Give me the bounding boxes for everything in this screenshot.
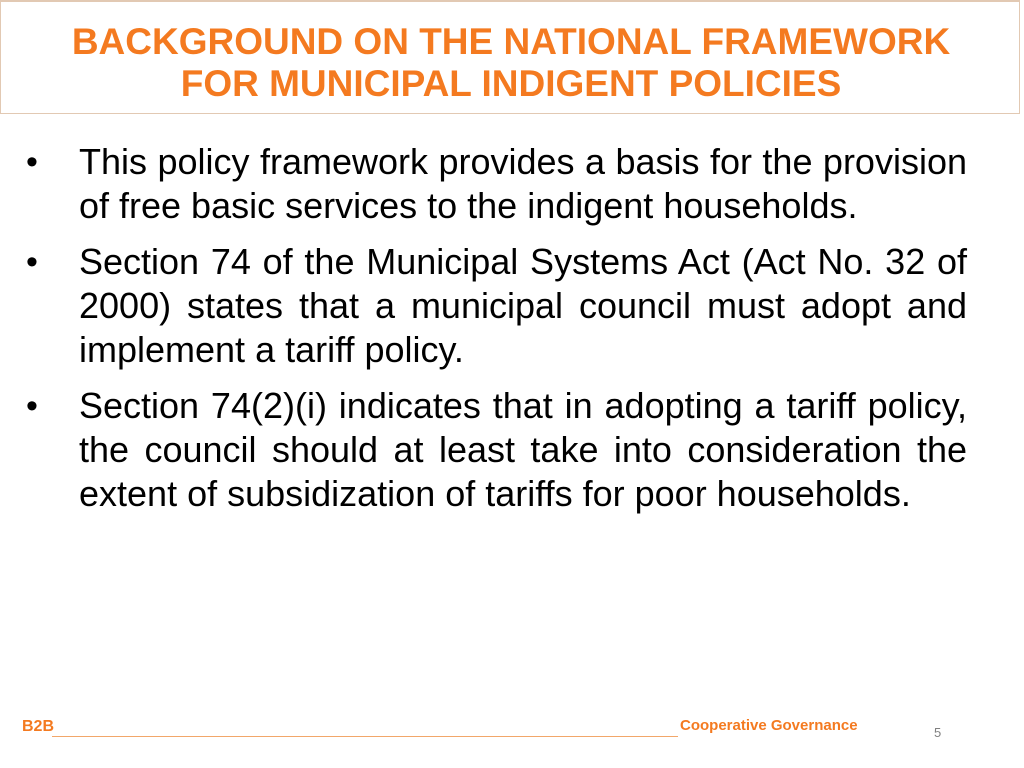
footer-brand: B2B bbox=[22, 718, 55, 735]
slide-title-line-2: FOR MUNICIPAL INDIGENT POLICIES bbox=[180, 63, 842, 104]
slide-title-line-1: BACKGROUND ON THE NATIONAL FRAMEWORK bbox=[71, 21, 951, 62]
bullet-item bbox=[0, 140, 967, 228]
bullet-item bbox=[0, 240, 967, 372]
bullet-icon: • bbox=[26, 387, 38, 425]
footer-divider bbox=[52, 736, 678, 737]
bullet-list bbox=[0, 140, 1024, 528]
footer-organization: Cooperative Governance bbox=[680, 717, 858, 734]
bullet-item bbox=[0, 384, 967, 516]
slide-footer bbox=[0, 700, 1024, 768]
bullet-text: Section 74(2)(i) indicates that in adopting a tariff policy, the council should at least take into consideration the extent of subsidization of tariffs for poor households. bbox=[79, 385, 967, 514]
bullet-text: Section 74 of the Municipal Systems Act (Act No. 32 of 2000) states that a municipal council must adopt and implement a tariff policy. bbox=[79, 241, 967, 370]
bullet-icon: • bbox=[26, 243, 38, 281]
bullet-text: This policy framework provides a basis for the provision of free basic services to the indigent households. bbox=[79, 141, 967, 226]
slide-title-box bbox=[0, 0, 1020, 114]
page-number: 5 bbox=[934, 725, 942, 740]
bullet-icon: • bbox=[26, 143, 38, 181]
